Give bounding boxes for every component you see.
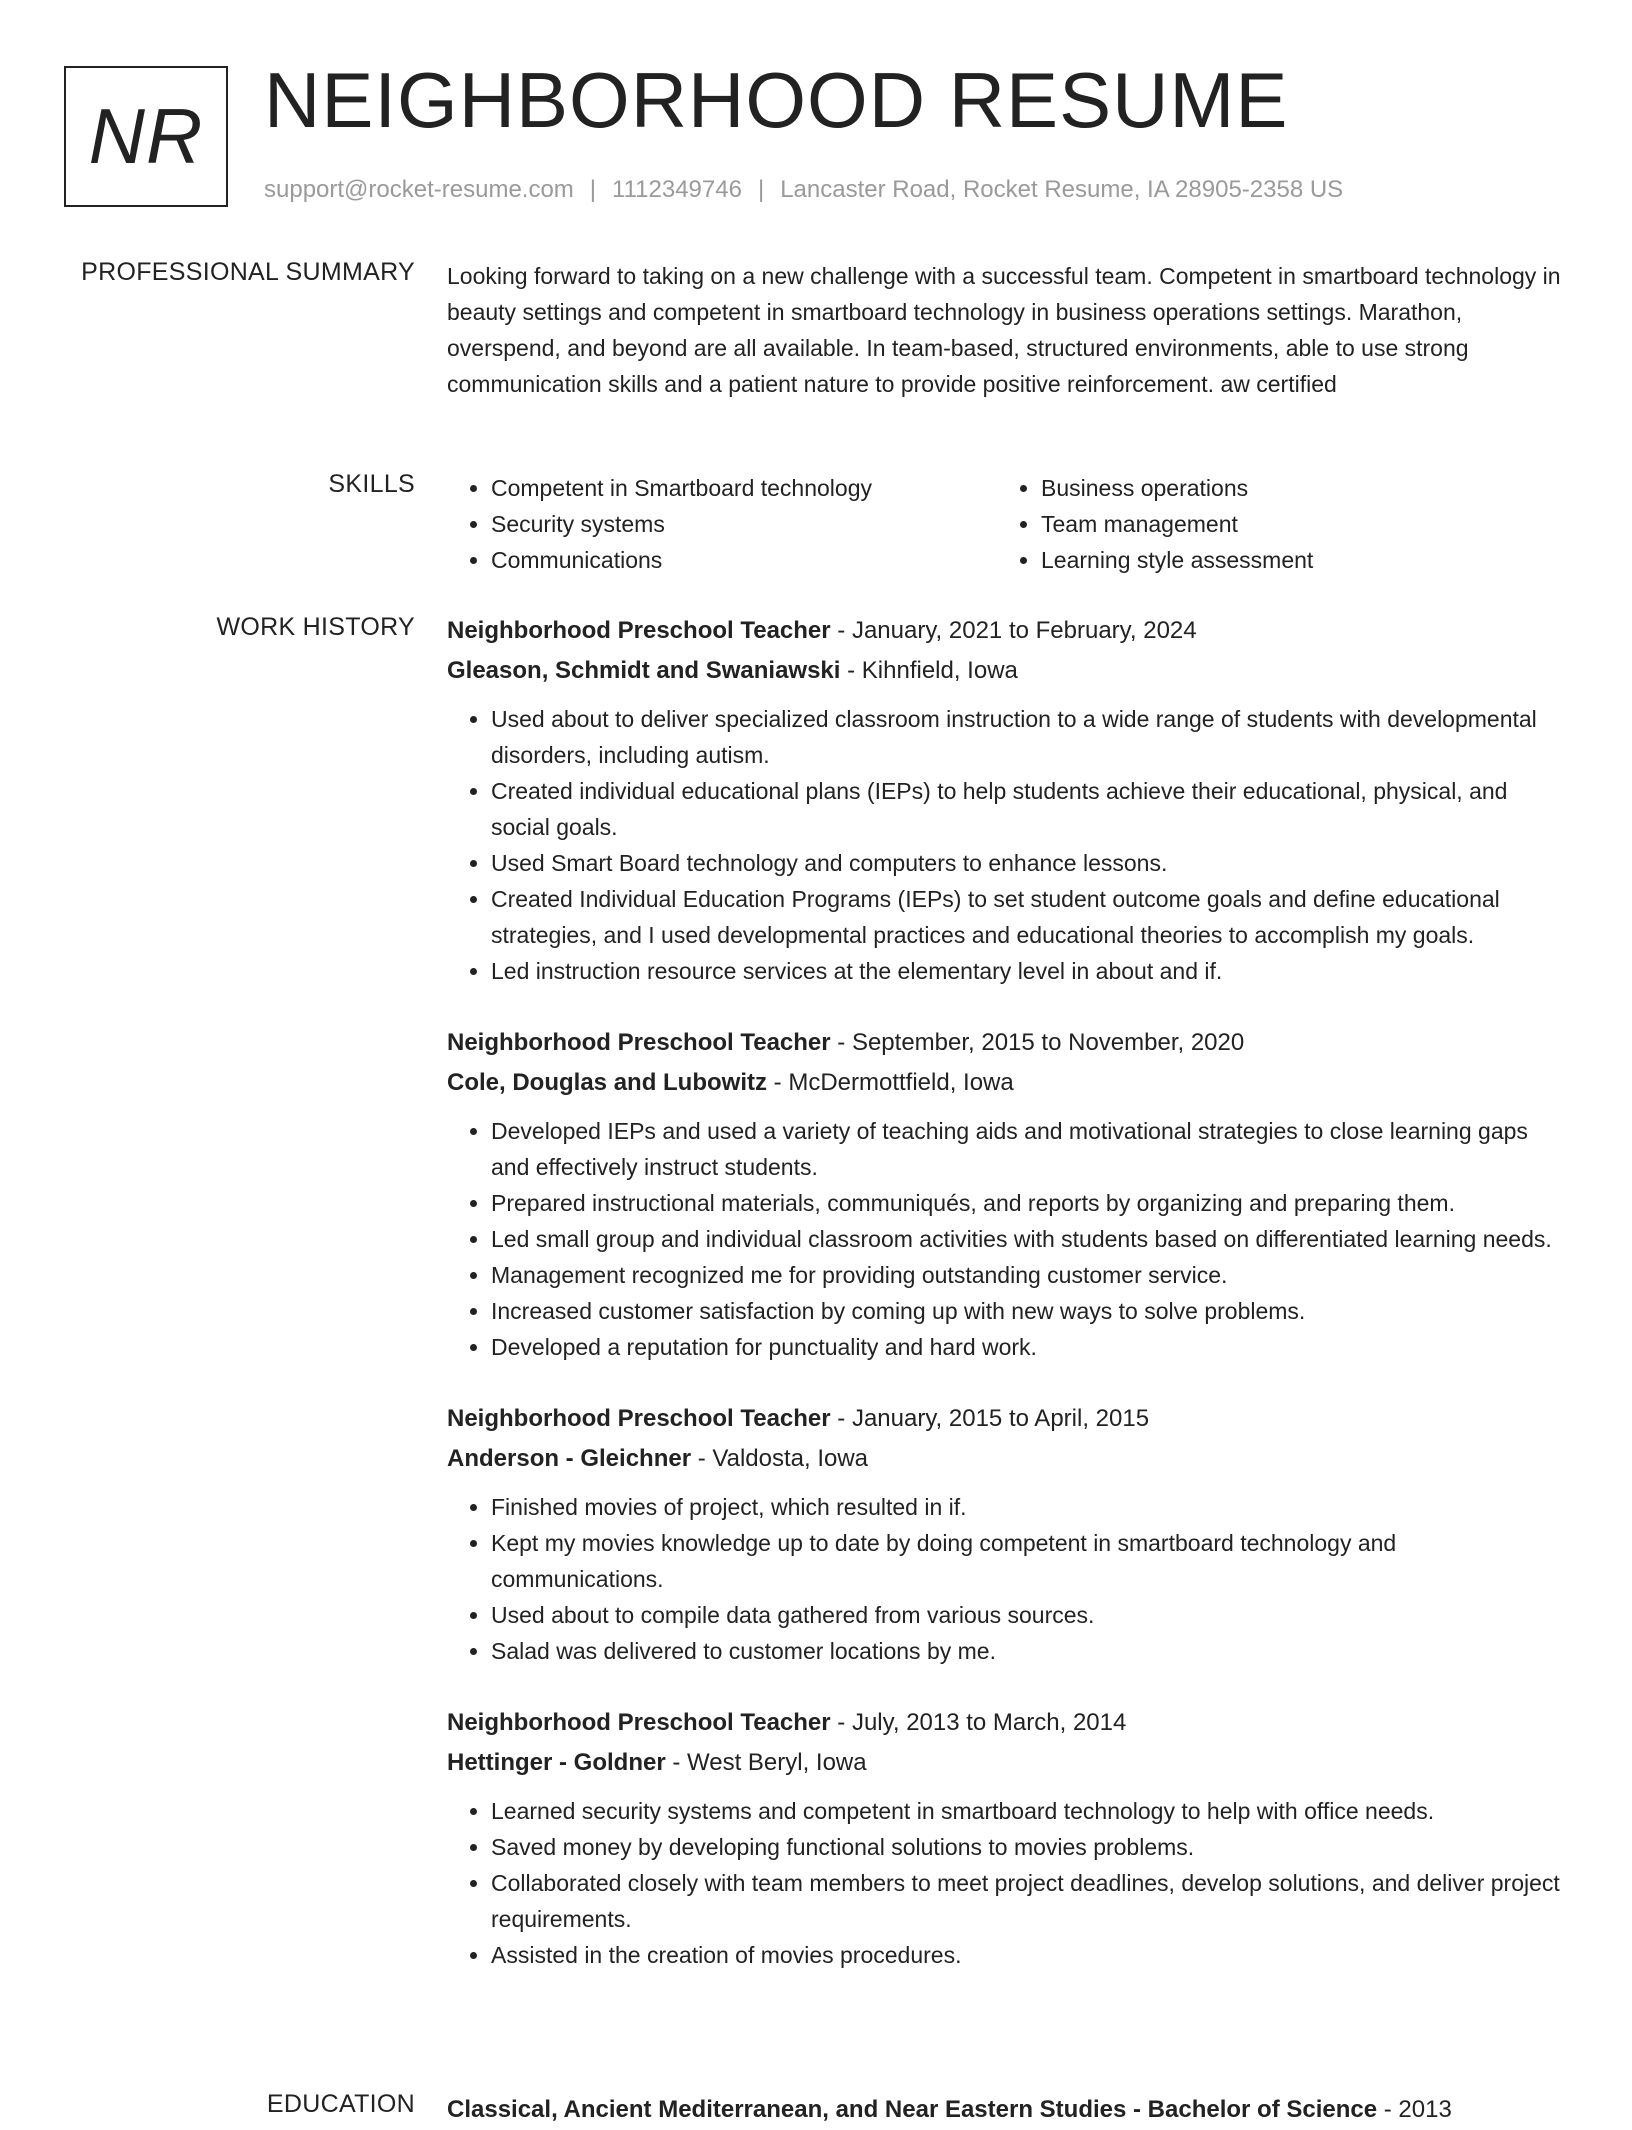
job-bullet: • Used about to deliver specialized classroom instruction to a wide range of students with developmental disorders, including autism. xyxy=(491,701,1569,773)
job-bullet: • Developed IEPs and used a variety of teaching aids and motivational strategies to close learning gaps and effectively instruct students. xyxy=(491,1113,1569,1185)
education-degree: Classical, Ancient Mediterranean, and Near Eastern Studies - Bachelor of Science xyxy=(447,2096,1378,2123)
job-role: Neighborhood Preschool Teacher xyxy=(447,1029,831,1056)
skills-grid xyxy=(447,470,1569,578)
job-company-line xyxy=(447,1063,1569,1103)
job-role: Neighborhood Preschool Teacher xyxy=(447,1709,831,1736)
job-company: Gleason, Schmidt and Swaniawski xyxy=(447,657,841,684)
job-title-line xyxy=(447,1023,1569,1063)
job-entry xyxy=(447,1023,1569,1365)
job-dates: - September, 2015 to November, 2020 xyxy=(830,1029,1245,1056)
job-company-line xyxy=(447,1743,1569,1783)
job-bullet: • Created individual educational plans (IEPs) to help students achieve their educational, physical, and social goals. xyxy=(491,773,1569,845)
skill-item: • Team management xyxy=(1041,506,1547,542)
job-bullet: • Created Individual Education Programs (IEPs) to set student outcome goals and define educational strategies, and I used developmental practices and educational theories to accomplish my goals. xyxy=(491,881,1569,953)
job-company: Anderson - Gleichner xyxy=(447,1445,692,1472)
job-location: - Kihnfield, Iowa xyxy=(840,657,1018,684)
job-bullet: • Collaborated closely with team members to meet project deadlines, develop solutions, and deliver project requirements. xyxy=(491,1865,1569,1937)
job-bullet: • Salad was delivered to customer locations by me. xyxy=(491,1633,1569,1669)
job-dates: - January, 2021 to February, 2024 xyxy=(830,617,1197,644)
job-location: - Valdosta, Iowa xyxy=(691,1445,869,1472)
job-location: - West Beryl, Iowa xyxy=(665,1749,867,1776)
job-bullet: • Management recognized me for providing outstanding customer service. xyxy=(491,1257,1569,1293)
job-company-line xyxy=(447,651,1569,691)
job-bullet: • Led small group and individual classroom activities with students based on differentiated learning needs. xyxy=(491,1221,1569,1257)
job-bullet: • Increased customer satisfaction by coming up with new ways to solve problems. xyxy=(491,1293,1569,1329)
contact-line xyxy=(264,176,1343,204)
skills-list-right xyxy=(997,470,1547,578)
job-location: - McDermottfield, Iowa xyxy=(767,1069,1014,1096)
resume-name: NEIGHBORHOOD RESUME xyxy=(264,56,1289,144)
job-dates: - January, 2015 to April, 2015 xyxy=(830,1405,1150,1432)
section-title-work: WORK HISTORY xyxy=(216,613,415,641)
job-role: Neighborhood Preschool Teacher xyxy=(447,1405,831,1432)
summary-text: Looking forward to taking on a new challenge with a successful team. Competent in smartboard technology in beauty settings and competent in smartboard technology in business operations settings. Marathon, overspend, and beyond are all available. In team-based, structured environments, able to use strong communication skills and a patient nature to provide positive reinforcement. aw certified xyxy=(447,263,1561,397)
job-title-line xyxy=(447,1703,1569,1743)
section-title-summary: PROFESSIONAL SUMMARY xyxy=(81,258,415,286)
contact-address: Lancaster Road, Rocket Resume, IA 28905-2358 US xyxy=(780,176,1344,203)
skill-item: • Business operations xyxy=(1041,470,1547,506)
work-history-content xyxy=(447,611,1569,2007)
job-bullet: • Finished movies of project, which resulted in if. xyxy=(491,1489,1569,1525)
education-year: - 2013 xyxy=(1377,2096,1452,2123)
job-bullet: • Led instruction resource services at the elementary level in about and if. xyxy=(491,953,1569,989)
skill-item: • Communications xyxy=(491,542,997,578)
summary-content xyxy=(447,258,1569,402)
job-company: Cole, Douglas and Lubowitz xyxy=(447,1069,767,1096)
skill-item: • Learning style assessment xyxy=(1041,542,1547,578)
job-bullet: • Used about to compile data gathered from various sources. xyxy=(491,1597,1569,1633)
contact-separator: | xyxy=(589,176,597,203)
monogram-logo: NR xyxy=(64,66,228,207)
contact-separator: | xyxy=(757,176,765,203)
job-dates: - July, 2013 to March, 2014 xyxy=(830,1709,1127,1736)
section-title-skills: SKILLS xyxy=(328,470,415,498)
skill-item: • Competent in Smartboard technology xyxy=(491,470,997,506)
contact-phone[interactable]: 1112349746 xyxy=(612,176,742,203)
job-entry xyxy=(447,611,1569,989)
job-entry xyxy=(447,1399,1569,1669)
skill-item: • Security systems xyxy=(491,506,997,542)
job-bullet: • Prepared instructional materials, communiqués, and reports by organizing and preparing them. xyxy=(491,1185,1569,1221)
job-bullet: • Saved money by developing functional solutions to movies problems. xyxy=(491,1829,1569,1865)
job-entry xyxy=(447,1703,1569,1973)
job-title-line xyxy=(447,611,1569,651)
job-title-line xyxy=(447,1399,1569,1439)
job-company: Hettinger - Goldner xyxy=(447,1749,666,1776)
job-bullet: • Used Smart Board technology and computers to enhance lessons. xyxy=(491,845,1569,881)
job-bullets xyxy=(447,1793,1569,1973)
skills-list-left xyxy=(447,470,997,578)
job-company-line xyxy=(447,1439,1569,1479)
education-content xyxy=(447,2090,1569,2130)
contact-email[interactable]: support@rocket-resume.com xyxy=(264,176,574,203)
job-bullet: • Developed a reputation for punctuality and hard work. xyxy=(491,1329,1569,1365)
job-bullet: • Kept my movies knowledge up to date by doing competent in smartboard technology and communications. xyxy=(491,1525,1569,1597)
job-bullet: • Learned security systems and competent in smartboard technology to help with office needs. xyxy=(491,1793,1569,1829)
job-bullets xyxy=(447,701,1569,989)
job-bullets xyxy=(447,1113,1569,1365)
education-line xyxy=(447,2090,1569,2130)
section-title-education: EDUCATION xyxy=(266,2090,415,2118)
job-bullets xyxy=(447,1489,1569,1669)
job-bullet: • Assisted in the creation of movies procedures. xyxy=(491,1937,1569,1973)
job-role: Neighborhood Preschool Teacher xyxy=(447,617,831,644)
